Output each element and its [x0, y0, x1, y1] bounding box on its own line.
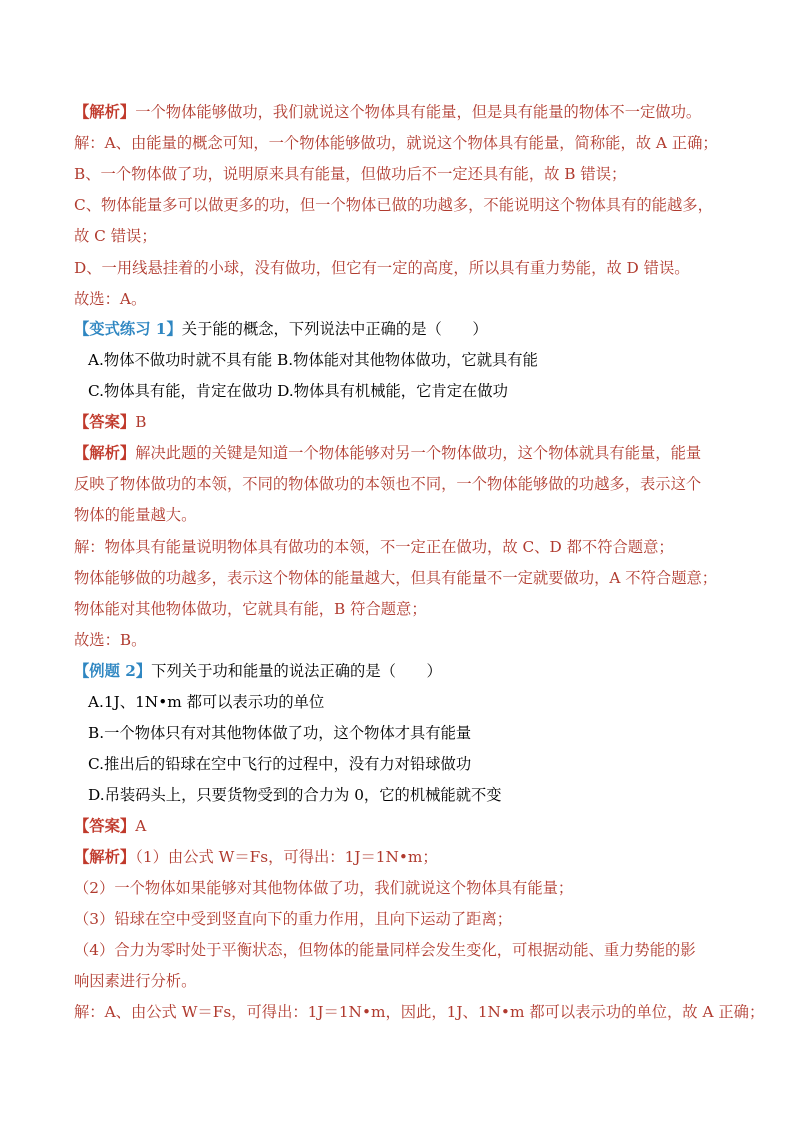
option-line: A.物体不做功时就不具有能 B.物体能对其他物体做功，它就具有能	[88, 351, 538, 369]
solution-line: 物体能对其他物体做功，它就具有能，B 符合题意；	[74, 600, 427, 618]
question-stem: 关于能的概念，下列说法中正确的是（ ）	[181, 320, 488, 338]
option-c: C.推出后的铅球在空中飞行的过程中，没有力对铅球做功	[88, 755, 472, 773]
question-line	[74, 314, 488, 344]
analysis-line	[74, 842, 438, 872]
analysis-label: 【解析】	[74, 848, 136, 866]
solution-line: 解：A、由能量的概念可知，一个物体能够做功，就说这个物体具有能量，简称能，故 A 正确；	[74, 134, 718, 152]
answer-choice-line: 故选：A。	[74, 290, 147, 308]
answer-value: B	[135, 413, 147, 431]
question-line	[74, 656, 442, 686]
example-label: 【例题 2】	[74, 662, 152, 680]
analysis-text: （1）由公式 W＝Fs，可得出：1J＝1N•m；	[135, 848, 438, 866]
option-b: B.一个物体只有对其他物体做了功，这个物体才具有能量	[88, 724, 472, 742]
solution-line: 故 C 错误；	[74, 227, 157, 245]
solution-line: 解：A、由公式 W＝Fs，可得出：1J＝1N•m，因此，1J、1N•m 都可以表示功的单位，故 A 正确；	[74, 1003, 765, 1021]
answer-value: A	[135, 817, 147, 835]
solution-line: 物体能够做的功越多，表示这个物体的能量越大，但具有能量不一定就要做功，A 不符合题意；	[74, 569, 718, 587]
analysis-line	[74, 438, 701, 468]
analysis-line: （4）合力为零时处于平衡状态，但物体的能量同样会发生变化，可根据动能、重力势能的影	[74, 941, 696, 959]
analysis-label: 【解析】	[74, 444, 136, 462]
solution-line: D、一用线悬挂着的小球，没有做功，但它有一定的高度，所以具有重力势能，故 D 错误。	[74, 259, 690, 277]
option-line: C.物体具有能，肯定在做功 D.物体具有机械能，它肯定在做功	[88, 382, 508, 400]
analysis-label: 【解析】	[74, 103, 136, 121]
answer-line	[74, 811, 146, 841]
answer-line	[74, 407, 146, 437]
analysis-line: 响因素进行分析。	[74, 972, 197, 990]
question-stem: 下列关于功和能量的说法正确的是（ ）	[151, 662, 442, 680]
option-d: D.吊装码头上，只要货物受到的合力为 0，它的机械能就不变	[88, 786, 502, 804]
analysis-text: 解决此题的关键是知道一个物体能够对另一个物体做功，这个物体就具有能量，能量	[135, 444, 702, 462]
analysis-line: 反映了物体做功的本领，不同的物体做功的本领也不同，一个物体能够做的功越多，表示这个	[74, 475, 702, 493]
variant-exercise-label: 【变式练习 1】	[74, 320, 182, 338]
solution-line: 解：物体具有能量说明物体具有做功的本领，不一定正在做功，故 C、D 都不符合题意；	[74, 538, 674, 556]
option-a: A.1J、1N•m 都可以表示功的单位	[88, 693, 325, 711]
answer-choice-line: 故选：B。	[74, 631, 147, 649]
analysis-line: （3）铅球在空中受到竖直向下的重力作用，且向下运动了距离；	[74, 910, 513, 928]
analysis-text: 一个物体能够做功，我们就说这个物体具有能量，但是具有能量的物体不一定做功。	[135, 103, 702, 121]
answer-label: 【答案】	[74, 817, 136, 835]
answer-label: 【答案】	[74, 413, 136, 431]
analysis-line: 物体的能量越大。	[74, 506, 197, 524]
solution-line: C、物体能量多可以做更多的功，但一个物体已做的功越多，不能说明这个物体具有的能越多，	[74, 196, 713, 214]
analysis-line: （2）一个物体如果能够对其他物体做了功，我们就说这个物体具有能量；	[74, 879, 574, 897]
solution-line: B、一个物体做了功，说明原来具有能量，但做功后不一定还具有能，故 B 错误；	[74, 165, 627, 183]
analysis-line	[74, 97, 701, 127]
